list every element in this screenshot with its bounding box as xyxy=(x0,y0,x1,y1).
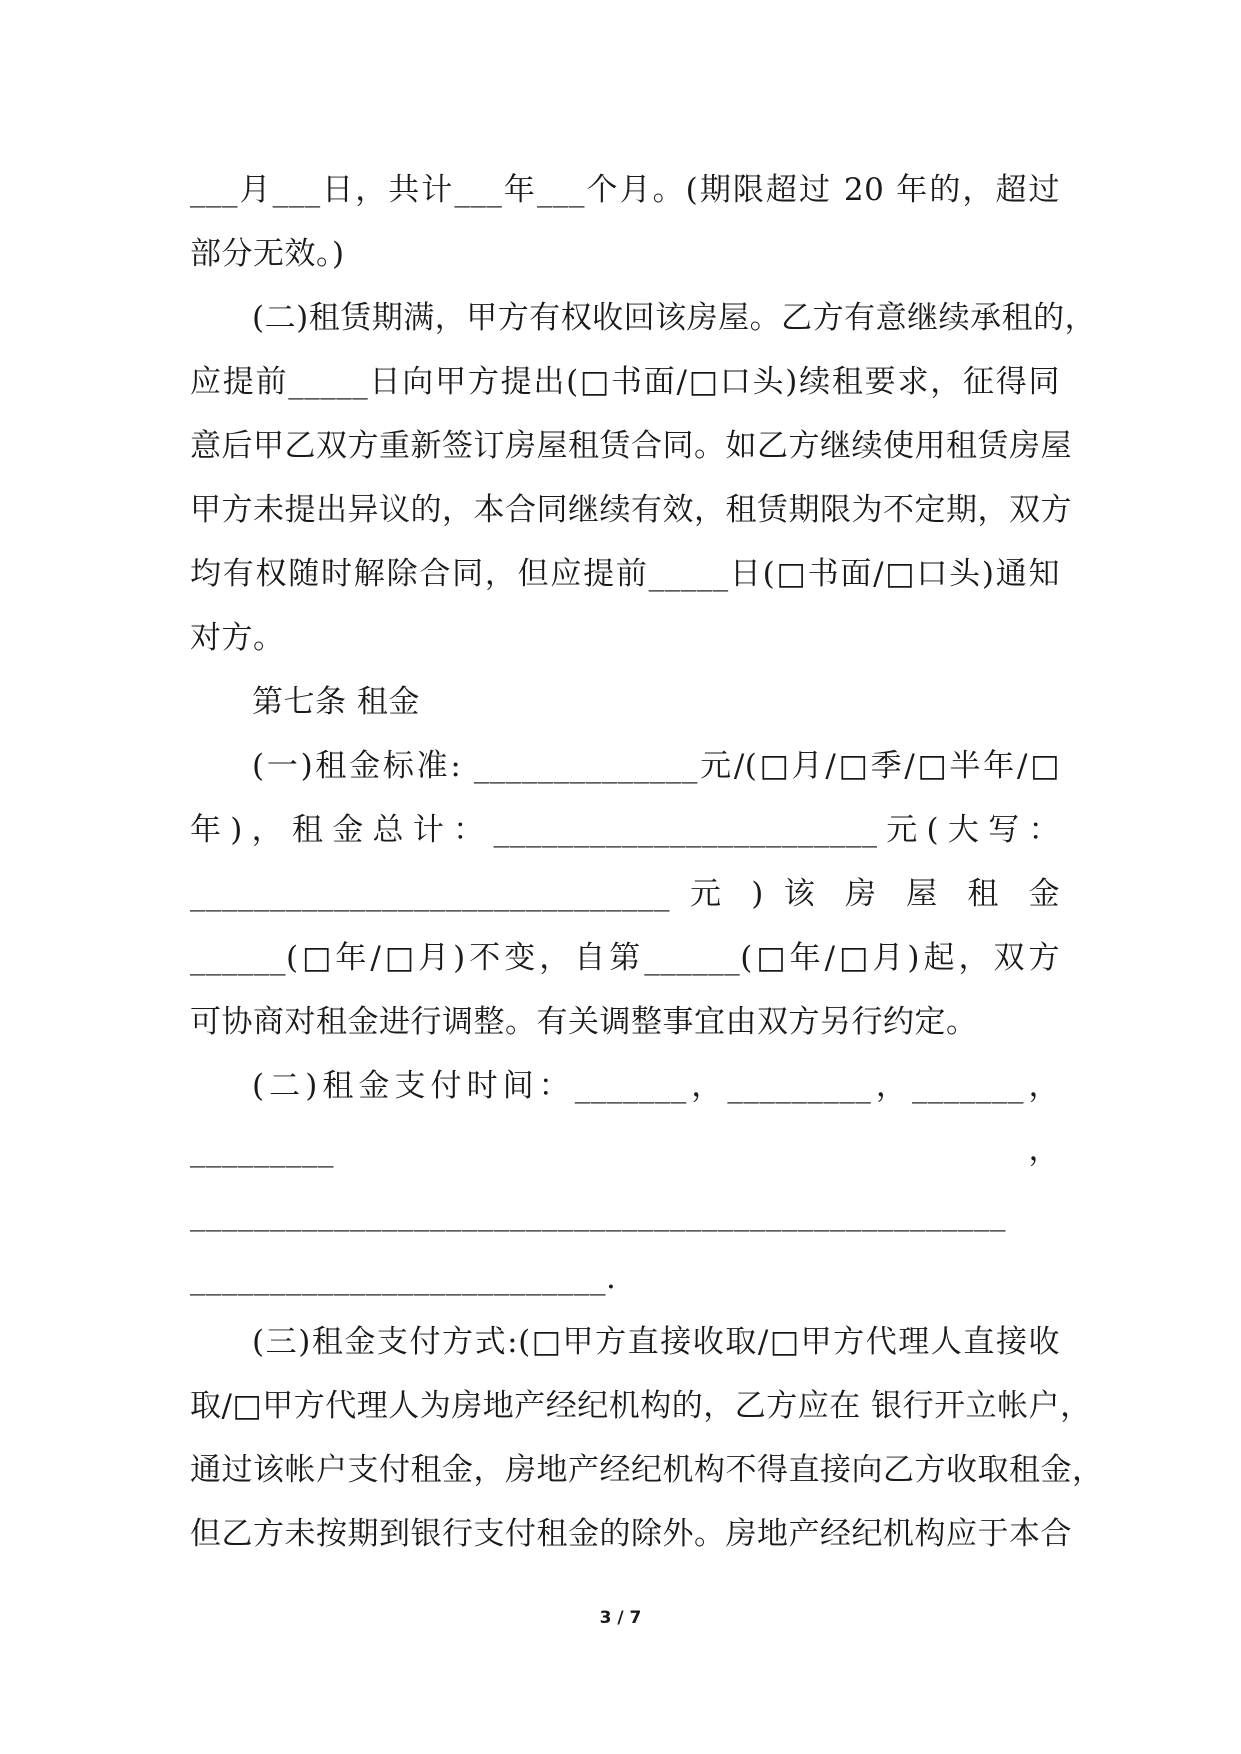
page-number: 3 / 7 xyxy=(599,1608,642,1628)
text-line: 年)，租金总计：________________________元(大写： xyxy=(190,812,1060,848)
text-line: ______(□年/□月)不变，自第______(□年/□月)起，双方 xyxy=(190,940,1060,976)
text-line: 取/□甲方代理人为房地产经纪机构的，乙方应在 银行开立帐户， xyxy=(190,1388,1092,1424)
text-line: (三)租金支付方式:(□甲方直接收取/□甲方代理人直接收 xyxy=(252,1324,1060,1360)
text-line: 可协商对租金进行调整。有关调整事宜由双方另行约定。 xyxy=(190,1004,978,1040)
text-line: _________ ， xyxy=(190,1132,1060,1168)
text-line: 通过该帐户支付租金，房地产经纪机构不得直接向乙方收取租金， xyxy=(190,1452,1104,1488)
text-line: ______________________________ 元 ) 该 房 屋 租 金 xyxy=(190,876,1060,912)
text-line: 意后甲乙双方重新签订房屋租赁合同。如乙方继续使用租赁房屋 xyxy=(190,428,1072,464)
text-line: (二)租金支付时间：_______，_________，_______， xyxy=(252,1068,1060,1104)
text-line: ___月___日，共计___年___个月。(期限超过 20 年的，超过 xyxy=(190,172,1060,208)
text-line: 应提前_____日向甲方提出(□书面/□口头)续租要求，征得同 xyxy=(190,364,1060,400)
document-body xyxy=(190,158,1104,1566)
text-line: 部分无效。) xyxy=(190,236,345,272)
text-line: 甲方未提出异议的，本合同继续有效，租赁期限为不定期，双方 xyxy=(190,492,1072,528)
text-line: 均有权随时解除合同，但应提前_____日(□书面/□口头)通知 xyxy=(190,556,1060,592)
text-line: 对方。 xyxy=(190,620,285,656)
text-line: (一)租金标准: ______________元/(□月/□季/□半年/□ xyxy=(252,748,1060,784)
text-line: 但乙方未按期到银行支付租金的除外。房地产经纪机构应于本合 xyxy=(190,1516,1072,1552)
text-line: (二)租赁期满，甲方有权收回该房屋。乙方有意继续承租的， xyxy=(252,300,1097,336)
text-line: __________________________. xyxy=(190,1260,617,1296)
section-heading: 第七条 租金 xyxy=(252,684,420,720)
text-line: ___________________________________________________ xyxy=(190,1196,1006,1232)
